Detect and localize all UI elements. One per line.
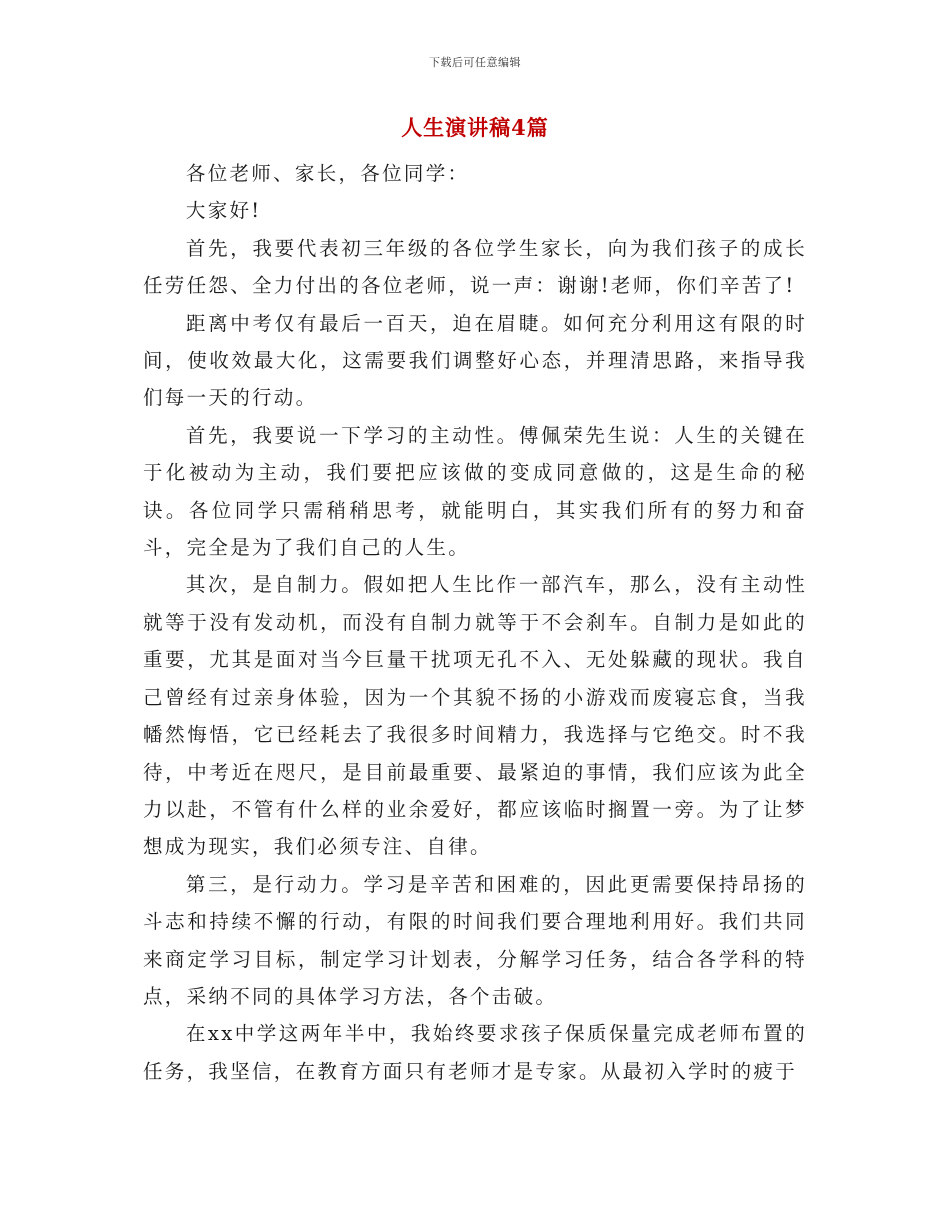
header-note: 下载后可任意编辑: [429, 56, 521, 69]
paragraph-self-control: 其次，是自制力。假如把人生比作一部汽车，那么，没有主动性就等于没有发动机，而没有自制力就等于不会刹车。自制力是如此的重要，尤其是面对当今巨量干扰项无孔不入、无处躲藏的现状。我自己曾经有过亲身体验，因为一个其貌不扬的小游戏而废寝忘食，当我幡然悔悟，它已经耗去了我很多时间精力，我选择与它绝交。时不我待，中考近在咫尺，是目前最重要、最紧迫的事情，我们应该为此全力以赴，不管有什么样的业余爱好，都应该临时搁置一旁。为了让梦想成为现实，我们必须专注、自律。: [143, 573, 807, 859]
paragraph-greeting: 大家好!: [185, 199, 262, 223]
paragraph-salutation: 各位老师、家长，各位同学：: [185, 162, 470, 185]
paragraph-countdown: 距离中考仅有最后一百天，迫在眉睫。如何充分利用这有限的时间，使收效最大化，这需要我们调整好心态，并理清思路，来指导我们每一天的行动。: [143, 311, 807, 410]
paragraph-initiative: 首先，我要说一下学习的主动性。傅佩荣先生说：人生的关键在于化被动为主动，我们要把应该做的变成同意做的，这是生命的秘诀。各位同学只需稍稍思考，就能明白，其实我们所有的努力和奋斗，完全是为了我们自己的人生。: [143, 423, 807, 560]
document-body: [143, 155, 807, 1090]
paragraph-action: 第三，是行动力。学习是辛苦和困难的，因此更需要保持昂扬的斗志和持续不懈的行动，有限的时间我们要合理地利用好。我们共同来商定学习目标，制定学习计划表，分解学习任务，结合各学科的特点，采纳不同的具体学习方法，各个击破。: [143, 872, 807, 1008]
paragraph-thanks: 首先，我要代表初三年级的各位学生家长，向为我们孩子的成长任劳任怨、全力付出的各位老师，说一声：谢谢!老师，你们辛苦了!: [143, 236, 807, 298]
document-title: 人生演讲稿4篇: [401, 115, 549, 140]
paragraph-school-years: 在xx中学这两年半中，我始终要求孩子保质保量完成老师布置的任务，我坚信，在教育方面只有老师才是专家。从最初入学时的疲于: [143, 1022, 807, 1083]
